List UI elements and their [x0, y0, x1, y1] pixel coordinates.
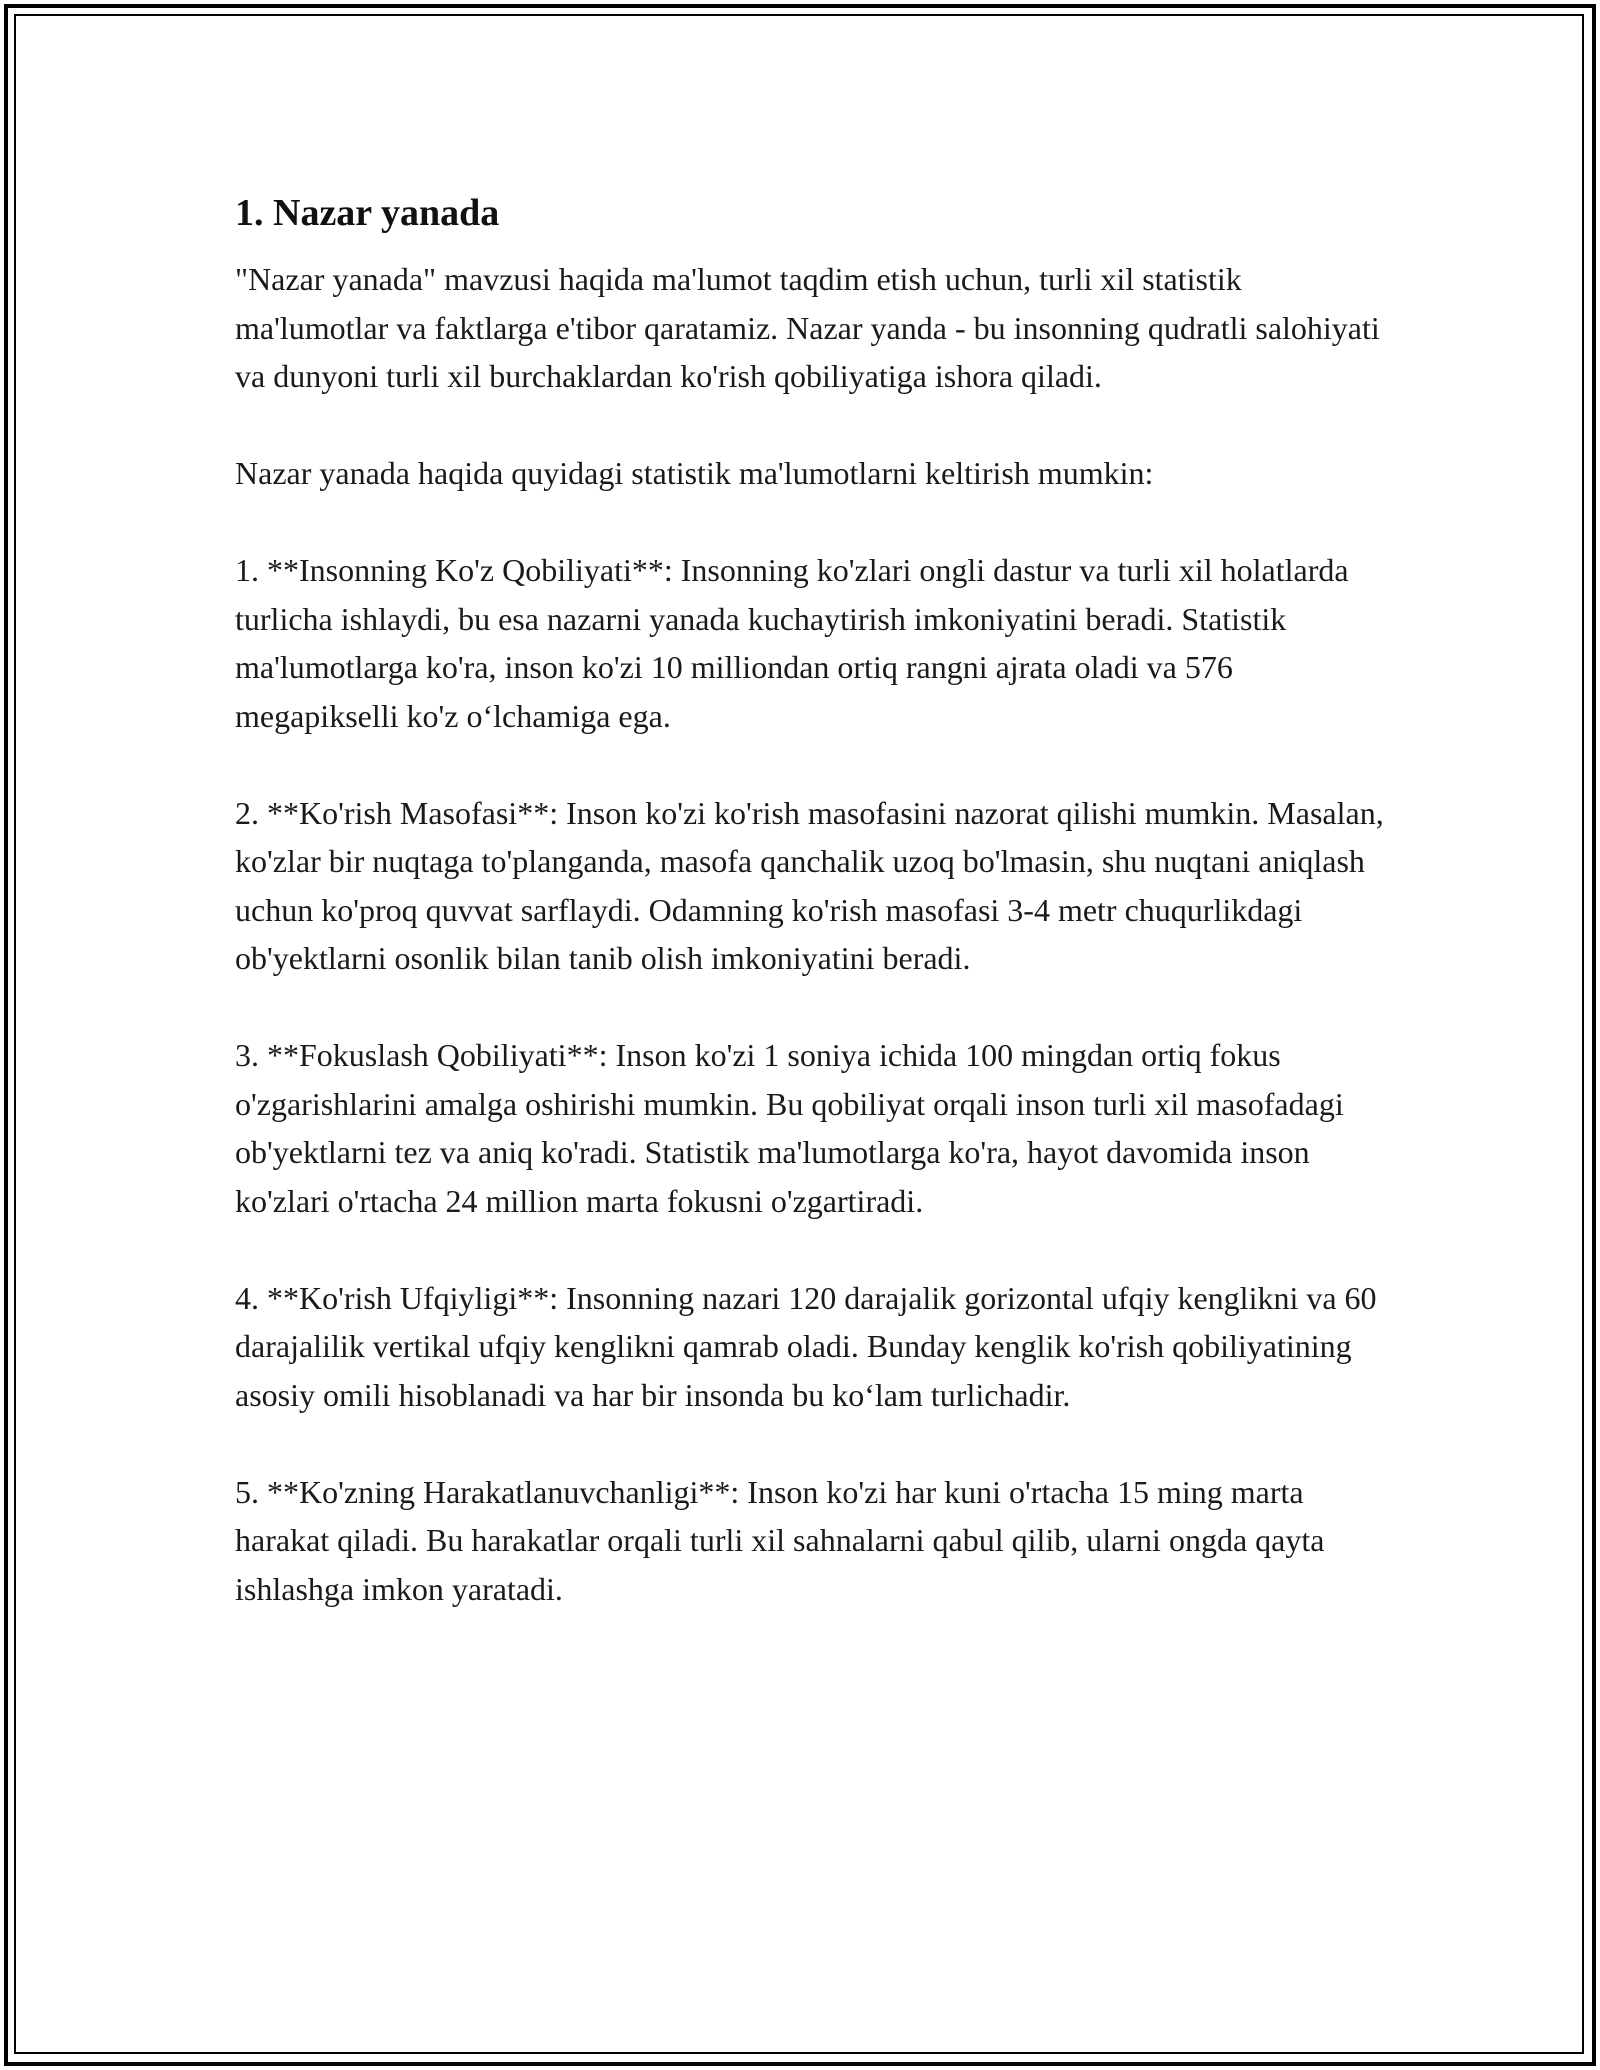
- statistics-lead-paragraph: Nazar yanada haqida quyidagi statistik ma'lumotlarni keltirish mumkin:: [235, 455, 1154, 491]
- list-item-field-of-view: 4. **Ko'rish Ufqiyligi**: Insonning nazari 120 darajalik gorizontal ufqiy kenglikni va 60 darajalilik vertikal ufqiy kenglikni qamrab oladi. Bunday kenglik ko'rish qobiliyatining asosiy omili hisoblanadi va har bir insonda bu ko‘lam turlichadir.: [235, 1279, 1377, 1413]
- list-item-eye-ability: 1. **Insonning Ko'z Qobiliyati**: Insonning ko'zlari ongli dastur va turli xil holatlarda turlicha ishlaydi, bu esa nazarni yanada kuchaytirish imkoniyatini beradi. Statistik ma'lumotlarga ko'ra, inson ko'zi 10 milliondan ortiq rangni ajrata oladi va 576 megapikselli ko'z o‘lchamiga ega.: [235, 552, 1349, 734]
- list-item-viewing-distance: 2. **Ko'rish Masofasi**: Inson ko'zi ko'rish masofasini nazorat qilishi mumkin. Masalan, ko'zlar bir nuqtaga to'planganda, masofa qanchalik uzoq bo'lmasin, shu nuqtani aniqlash uchun ko'proq quvvat sarflaydi. Odamning ko'rish masofasi 3-4 metr chuqurlikdagi ob'yektlarni osonlik bilan tanib olish imkoniyatini beradi.: [235, 794, 1384, 976]
- document-heading: 1. Nazar yanada: [235, 192, 500, 234]
- list-item-eye-mobility: 5. **Ko'zning Harakatlanuvchanligi**: Inson ko'zi har kuni o'rtacha 15 ming marta harakat qiladi. Bu harakatlar orqali turli xil sahnalarni qabul qilib, ularni ongda qayta ishlashga imkon yaratadi.: [235, 1473, 1325, 1607]
- intro-paragraph: "Nazar yanada" mavzusi haqida ma'lumot taqdim etish uchun, turli xil statistik ma'lumotlar va faktlarga e'tibor qaratamiz. Nazar yanda - bu insonning qudratli salohiyati va dunyoni turli xil burchaklardan ko'rish qobiliyatiga ishora qiladi.: [235, 261, 1380, 394]
- list-item-focusing-ability: 3. **Fokuslash Qobiliyati**: Inson ko'zi 1 soniya ichida 100 mingdan ortiq fokus o'zgarishlarini amalga oshirishi mumkin. Bu qobiliyat orqali inson turli xil masofadagi ob'yektlarni tez va aniq ko'radi. Statistik ma'lumotlarga ko'ra, hayot davomida inson ko'zlari o'rtacha 24 million marta fokusni o'zgartiradi.: [235, 1037, 1344, 1219]
- document-body: [235, 185, 1395, 1613]
